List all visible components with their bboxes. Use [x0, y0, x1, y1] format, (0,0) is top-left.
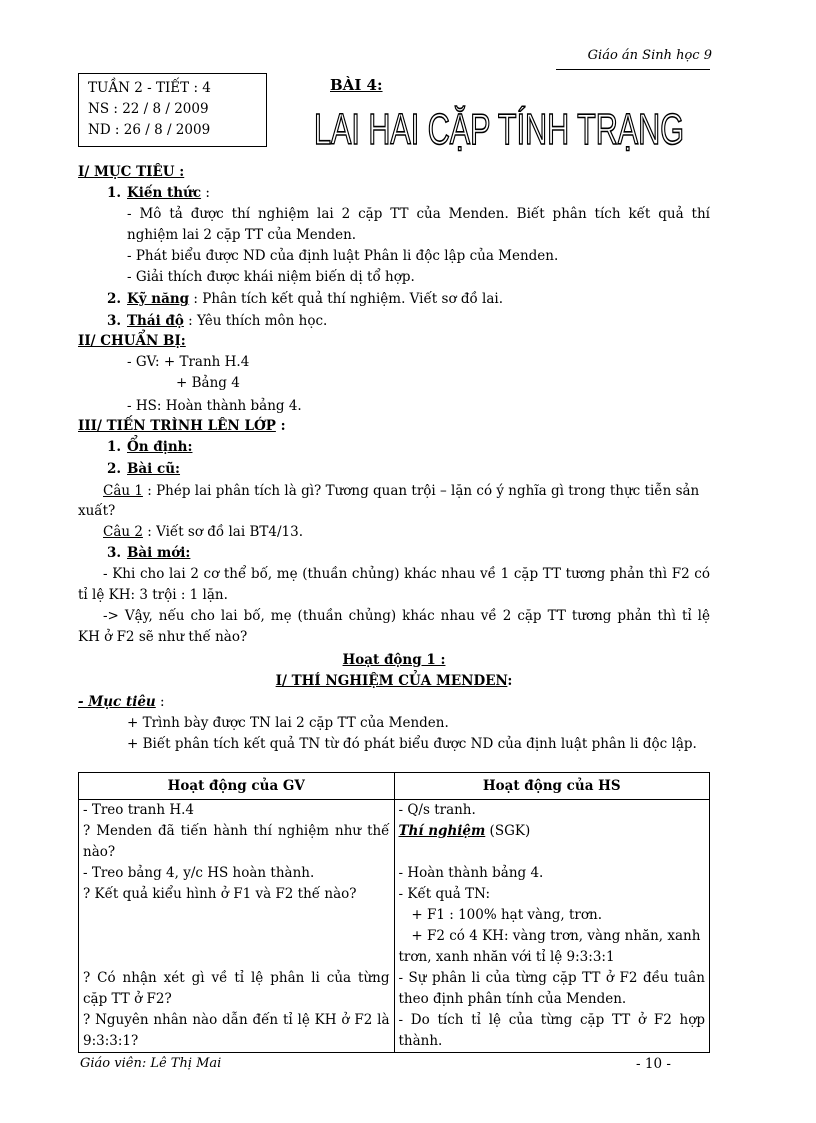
question-1-label: Câu 1 — [103, 483, 143, 499]
question-1: Câu 1 : Phép lai phân tích là gì? Tương quan trội – lặn có ý nghĩa gì trong thực tiễn sản — [103, 483, 700, 499]
hs-line: - Sự phân li của từng cặp TT ở F2 đều tuân — [398, 970, 705, 986]
page-number: - 10 - — [636, 1056, 671, 1072]
item-number: 3. — [107, 313, 122, 329]
goal-label: - Mục tiêu — [78, 694, 156, 710]
gv-line — [83, 947, 390, 968]
hs-line: - Do tích tỉ lệ của từng cặp TT ở F2 hợp — [398, 1012, 705, 1028]
question-2: Câu 2 : Viết sơ đồ lai BT4/13. — [103, 524, 303, 540]
gv-line: nào? — [83, 844, 116, 860]
experiment-label: Thí nghiệm — [398, 823, 486, 839]
table-header-hs: Hoạt động của HS — [394, 773, 710, 800]
goal-2: + Biết phân tích kết quả TN từ đó phát biểu được ND của định luật phân li độc lập. — [127, 736, 697, 752]
section-preparation-heading: II/ CHUẨN BỊ: — [78, 333, 186, 349]
gv-line: ? Có nhận xét gì về tỉ lệ phân li của từng — [83, 970, 390, 986]
hs-line: trơn, xanh nhăn với tỉ lệ 9:3:3:1 — [398, 949, 615, 965]
item-number: 2. — [107, 461, 122, 477]
hs-line: theo định phân tính của Menden. — [398, 991, 627, 1007]
lesson-title-text: LAI HAI CẶP TÍNH TRẠNG — [314, 105, 684, 154]
gv-line: ? Menden đã tiến hành thí nghiệm như thế — [83, 823, 390, 839]
hs-line: thành. — [398, 1033, 443, 1049]
gv-line — [83, 905, 390, 926]
gv-line — [83, 926, 390, 947]
hs-line: - Q/s tranh. — [398, 802, 476, 818]
footer-rule — [78, 1052, 710, 1053]
attitude-line: Thái độ : Yêu thích môn học. — [127, 313, 328, 329]
gv-line: cặp TT ở F2? — [83, 991, 172, 1007]
hs-experiment-line: Thí nghiệm (SGK) — [398, 823, 531, 839]
goal-1: + Trình bày được TN lai 2 cặp TT của Menden. — [127, 715, 449, 731]
new-lesson-label: Bài mới: — [127, 545, 191, 561]
item-number: 1. — [107, 439, 122, 455]
knowledge-text-2: - Phát biểu được ND của định luật Phân li độc lập của Menden. — [127, 248, 559, 264]
activity-title: Hoạt động 1 : — [342, 652, 446, 668]
gv-line: ? Kết quả kiểu hình ở F1 và F2 thế nào? — [83, 886, 357, 902]
header-rule — [556, 69, 710, 70]
skills-label: Kỹ năng — [127, 291, 190, 307]
intro-paragraph-2a: -> Vậy, nếu cho lai bố, mẹ (thuần chủng) khác nhau về 2 cặp TT tương phản thì tỉ lệ — [103, 608, 710, 624]
date-nd: ND : 26 / 8 / 2009 — [88, 122, 211, 138]
hs-line: - Hoàn thành bảng 4. — [398, 865, 544, 881]
week-period: TUẦN 2 - TIẾT : 4 — [88, 80, 211, 96]
attitude-label: Thái độ — [127, 313, 184, 329]
activity-subtitle: I/ THÍ NGHIỆM CỦA MENDEN: — [275, 673, 513, 689]
goal-line: - Mục tiêu : — [78, 694, 165, 710]
gv-line: ? Nguyên nhân nào dẫn đến tỉ lệ KH ở F2 là — [83, 1012, 390, 1028]
intro-paragraph-1a: - Khi cho lai 2 cơ thể bố, mẹ (thuần chủng) khác nhau về 1 cặp TT tương phản thì F2 có — [103, 566, 710, 582]
teacher-activity-cell — [79, 800, 395, 1053]
skills-line: Kỹ năng : Phân tích kết quả thí nghiệm. Viết sơ đồ lai. — [127, 291, 504, 307]
knowledge-label: Kiến thức — [127, 185, 202, 201]
footer-teacher: Giáo viên: Lê Thị Mai — [80, 1056, 222, 1071]
old-lesson-label: Bài cũ: — [127, 461, 181, 477]
intro-paragraph-1b: tỉ lệ KH: 3 trội : 1 lặn. — [78, 587, 228, 603]
gv-line: 9:3:3:1? — [83, 1033, 139, 1049]
section-procedure-heading: III/ TIẾN TRÌNH LÊN LỚP : — [78, 418, 286, 434]
knowledge-text-1a: - Mô tả được thí nghiệm lai 2 cặp TT của Menden. Biết phân tích kết quả thí — [127, 206, 710, 222]
knowledge-text-3: - Giải thích được khái niệm biến dị tổ hợp. — [127, 269, 415, 285]
item-number: 1. — [107, 185, 122, 201]
prep-gv-1: - GV: + Tranh H.4 — [127, 354, 250, 370]
hs-line: + F2 có 4 KH: vàng trơn, vàng nhăn, xanh — [398, 928, 701, 944]
document-header-title: Giáo án Sinh học 9 — [587, 48, 712, 63]
lesson-info-box — [78, 73, 267, 147]
prep-hs: - HS: Hoàn thành bảng 4. — [127, 398, 302, 414]
intro-paragraph-2b: KH ở F2 sẽ như thế nào? — [78, 629, 248, 645]
knowledge-line: Kiến thức : — [127, 185, 210, 201]
activity-table — [78, 772, 710, 1053]
hs-line: + F1 : 100% hạt vàng, trơn. — [398, 907, 602, 923]
gv-line: - Treo tranh H.4 — [83, 802, 194, 818]
date-ns: NS : 22 / 8 / 2009 — [88, 101, 209, 117]
prep-gv-2: + Bảng 4 — [176, 375, 240, 391]
hs-line: - Kết quả TN: — [398, 886, 491, 902]
stabilize-label: Ổn định: — [127, 439, 193, 455]
item-number: 3. — [107, 545, 122, 561]
student-activity-cell — [394, 800, 710, 1053]
question-2-label: Câu 2 — [103, 524, 143, 540]
item-number: 2. — [107, 291, 122, 307]
gv-line: - Treo bảng 4, y/c HS hoàn thành. — [83, 865, 315, 881]
hs-line — [399, 842, 706, 863]
table-header-gv: Hoạt động của GV — [79, 773, 395, 800]
section-objectives-heading: I/ MỤC TIÊU : — [78, 164, 185, 180]
knowledge-text-1b: nghiệm lai 2 cặp TT của Menden. — [127, 227, 357, 243]
lesson-title — [314, 98, 689, 154]
lesson-number: BÀI 4: — [330, 76, 383, 94]
question-1-cont: xuất? — [78, 503, 116, 519]
